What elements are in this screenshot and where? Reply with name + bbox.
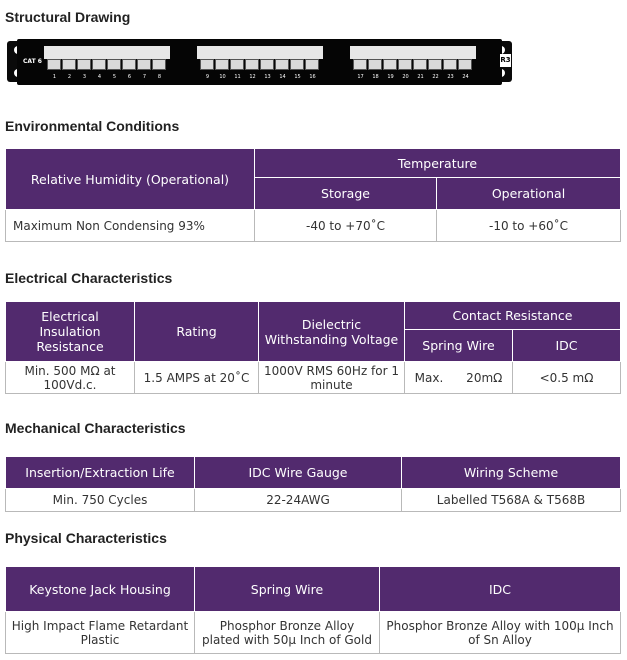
cell-storage: -40 to +70˚C [255, 210, 437, 242]
header-spring-wire: Spring Wire [405, 330, 513, 362]
port-numbers [47, 74, 167, 80]
cell-keystone-housing: High Impact Flame Retardant Plastic [6, 612, 195, 654]
port-number-label: 14 [279, 74, 286, 80]
port-number-label: 9 [205, 74, 210, 80]
port-group [353, 59, 473, 71]
header-idc: IDC [513, 330, 621, 362]
structural-drawing-title: Structural Drawing [5, 9, 131, 25]
cell-insulation: Min. 500 MΩ at 100Vd.c. [6, 362, 135, 394]
header-keystone-housing: Keystone Jack Housing [6, 567, 195, 612]
electrical-title: Electrical Characteristics [5, 270, 173, 286]
port-number-label: 2 [67, 74, 72, 80]
label-strip [350, 46, 476, 59]
port-number-label: 15 [294, 74, 301, 80]
cell-rating: 1.5 AMPS at 20˚C [135, 362, 259, 394]
header-wiring-scheme: Wiring Scheme [402, 457, 621, 489]
header-operational: Operational [437, 178, 621, 210]
port-number-label: 13 [264, 74, 271, 80]
port-number-label: 1 [52, 74, 57, 80]
environmental-title: Environmental Conditions [5, 118, 180, 134]
cell-idc: <0.5 mΩ [513, 362, 621, 394]
mechanical-title: Mechanical Characteristics [5, 420, 186, 436]
brand-logo: R3 [500, 54, 511, 67]
header-dielectric-voltage: Dielectric Withstanding Voltage [259, 302, 405, 362]
label-strip [44, 46, 170, 59]
port-number-label: 12 [249, 74, 256, 80]
electrical-table [5, 301, 621, 394]
port-number-label: 6 [127, 74, 132, 80]
environmental-table [5, 148, 621, 242]
label-strip [197, 46, 323, 59]
cell-insertion-life: Min. 750 Cycles [6, 489, 195, 512]
cell-operational: -10 to +60˚C [437, 210, 621, 242]
port-number-label: 4 [97, 74, 102, 80]
port-number-label: 19 [387, 74, 394, 80]
port-number-label: 18 [372, 74, 379, 80]
port-number-label: 24 [462, 74, 469, 80]
port-number-label: 16 [309, 74, 316, 80]
port-number-label: 20 [402, 74, 409, 80]
mechanical-table [5, 456, 621, 512]
physical-table [5, 566, 621, 654]
port-number-label: 11 [234, 74, 241, 80]
patch-panel-drawing [7, 38, 512, 86]
port-numbers [353, 74, 473, 80]
port-number-label: 10 [219, 74, 226, 80]
cell-spring-wire: Phosphor Bronze Alloy plated with 50μ Inch of Gold [195, 612, 380, 654]
port-group [200, 59, 320, 71]
header-storage: Storage [255, 178, 437, 210]
cell-idc: Phosphor Bronze Alloy with 100μ Inch of Sn Alloy [380, 612, 621, 654]
port-number-label: 7 [142, 74, 147, 80]
port-numbers [200, 74, 320, 80]
port-number-label: 23 [447, 74, 454, 80]
port-number-label: 17 [357, 74, 364, 80]
port-group [47, 59, 167, 71]
header-contact-resistance: Contact Resistance [405, 302, 621, 330]
cell-idc-wire-gauge: 22-24AWG [195, 489, 402, 512]
header-rating: Rating [135, 302, 259, 362]
cell-wiring-scheme: Labelled T568A & T568B [402, 489, 621, 512]
header-idc-wire-gauge: IDC Wire Gauge [195, 457, 402, 489]
port-number-label: 22 [432, 74, 439, 80]
header-relative-humidity: Relative Humidity (Operational) [6, 149, 255, 210]
port-number-label: 8 [157, 74, 162, 80]
header-spring-wire: Spring Wire [195, 567, 380, 612]
panel-body [17, 39, 511, 85]
port-number-label: 21 [417, 74, 424, 80]
panel-cat-label: CAT 6 [23, 58, 42, 65]
header-insulation-resistance: Electrical Insulation Resistance [6, 302, 135, 362]
physical-title: Physical Characteristics [5, 530, 167, 546]
cell-humidity: Maximum Non Condensing 93% [6, 210, 255, 242]
header-idc: IDC [380, 567, 621, 612]
header-temperature: Temperature [255, 149, 621, 178]
cell-spring-wire: Max. 20mΩ [405, 362, 513, 394]
header-insertion-life: Insertion/Extraction Life [6, 457, 195, 489]
cell-dielectric: 1000V RMS 60Hz for 1 minute [259, 362, 405, 394]
port-number-label: 5 [112, 74, 117, 80]
port-number-label: 3 [82, 74, 87, 80]
